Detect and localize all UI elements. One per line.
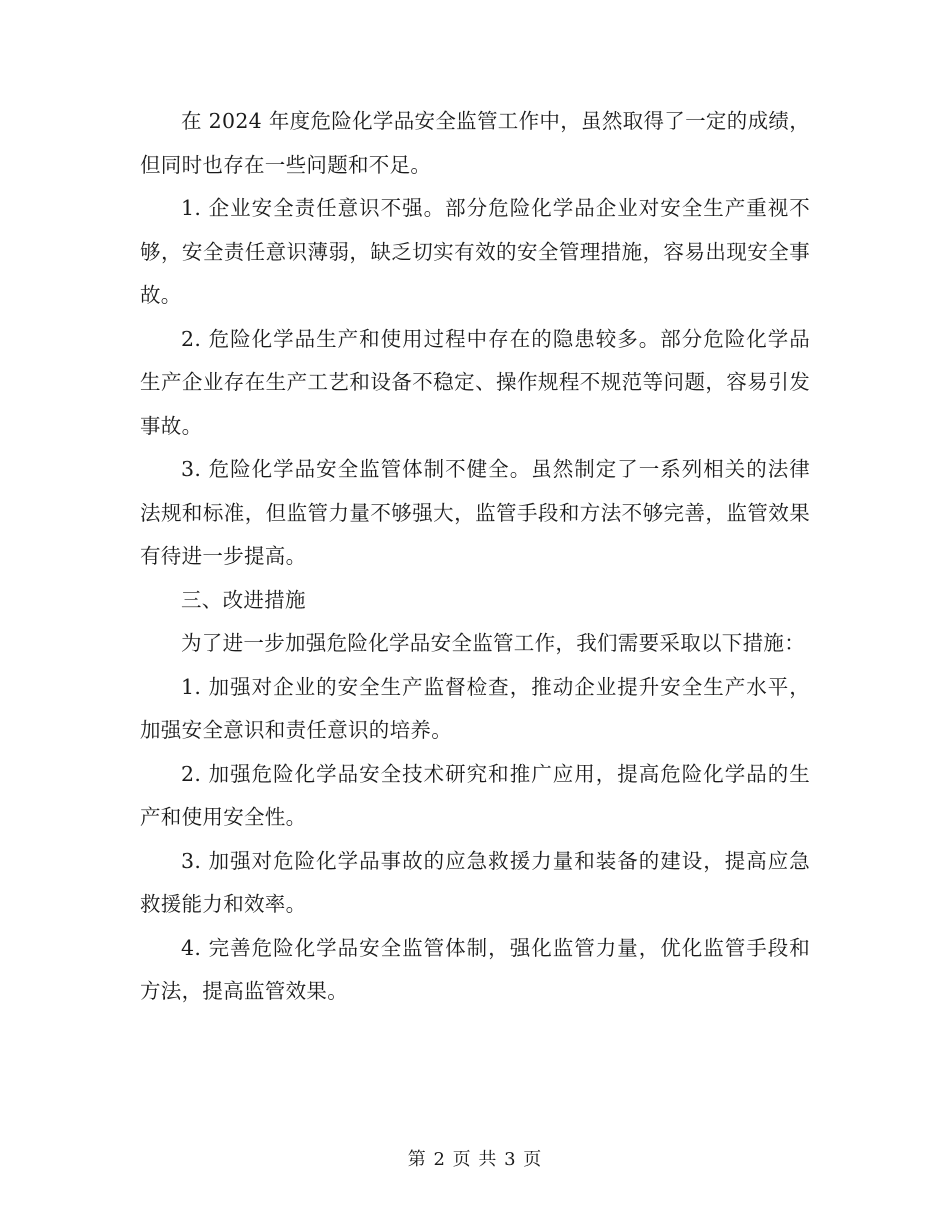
- paragraph-measure-2: 2. 加强危险化学品安全技术研究和推广应用，提高危险化学品的生产和使用安全性。: [140, 761, 810, 829]
- section-heading-improvements: 三、改进措施: [181, 587, 306, 612]
- paragraph-problem-2: 2. 危险化学品生产和使用过程中存在的隐患较多。部分危险化学品生产企业存在生产工艺和设备不稳定、操作规程不规范等问题，容易引发事故。: [140, 326, 810, 438]
- paragraph-problem-3: 3. 危险化学品安全监管体制不健全。虽然制定了一系列相关的法律法规和标准，但监管力量不够强大，监管手段和方法不够完善，监管效果有待进一步提高。: [140, 457, 810, 568]
- document-body: [140, 100, 810, 1014]
- page-footer: 第 2 页 共 3 页: [407, 1149, 543, 1170]
- paragraph-intro: 在 2024 年度危险化学品安全监管工作中，虽然取得了一定的成绩，但同时也存在一些问题和不足。: [140, 109, 810, 177]
- paragraph-measure-4: 4. 完善危险化学品安全监管体制，强化监管力量，优化监管手段和方法，提高监管效果。: [140, 935, 810, 1003]
- paragraph-measure-1: 1. 加强对企业的安全生产监督检查，推动企业提升安全生产水平，加强安全意识和责任意识的培养。: [140, 674, 810, 742]
- paragraph-measure-3: 3. 加强对危险化学品事故的应急救援力量和装备的建设，提高应急救援能力和效率。: [140, 848, 810, 916]
- paragraph-problem-1: 1. 企业安全责任意识不强。部分危险化学品企业对安全生产重视不够，安全责任意识薄弱，缺乏切实有效的安全管理措施，容易出现安全事故。: [140, 196, 810, 307]
- paragraph-improvements-intro: 为了进一步加强危险化学品安全监管工作，我们需要采取以下措施：: [181, 631, 805, 655]
